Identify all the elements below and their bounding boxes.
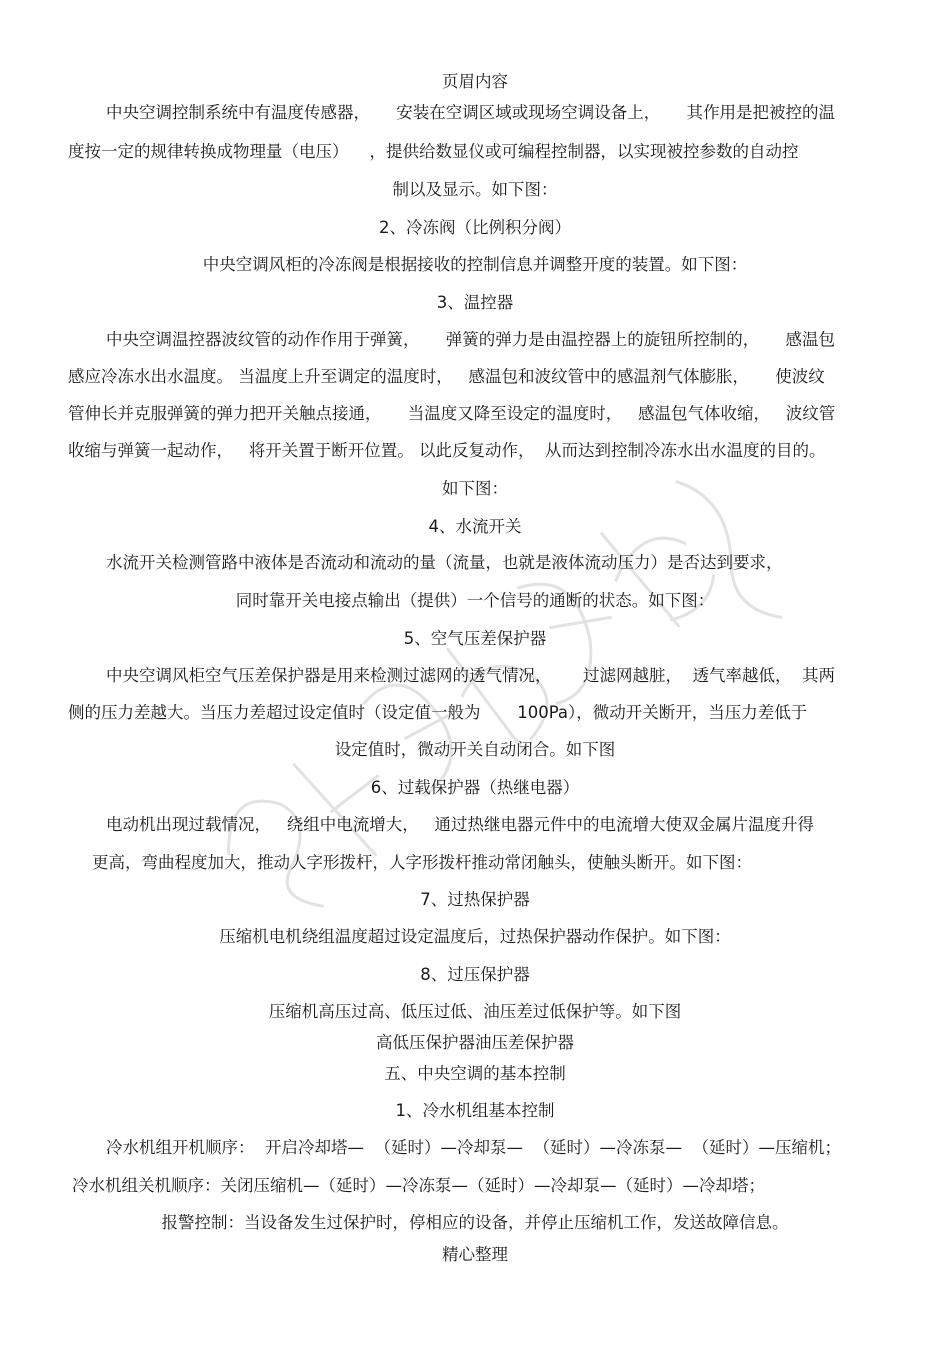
text-line: 如下图： — [442, 479, 508, 498]
text-line: 压缩机电机绕组温度超过设定温度后，过热保护器动作保护。如下图： — [219, 927, 731, 946]
page-footer: 精心整理 — [442, 1245, 508, 1264]
section-heading: 2、冷冻阀（比例积分阀） — [379, 218, 571, 237]
section-heading: 五、中央空调的基本控制 — [384, 1064, 566, 1083]
section-heading: 7、过热保护器 — [420, 890, 530, 909]
text-line: 报警控制：当设备发生过保护时，停相应的设备，并停止压缩机工作，发送故障信息。 — [161, 1213, 789, 1232]
text-line: 感应冷冻水出水温度。 当温度上升至调定的温度时， 感温包和波纹管中的感温剂气体膨胀， 使波纹 — [68, 367, 825, 386]
text-line: 压缩机高压过高、低压过低、油压差过低保护等。如下图 — [268, 1002, 682, 1021]
text-line: 设定值时，微动开关自动闭合。如下图 — [334, 740, 616, 759]
text-line: 冷水机组开机顺序： 开启冷却塔— （延时）—冷却泵— （延时）—冷冻泵— （延时）—压缩机； — [106, 1138, 841, 1157]
page-header: 页眉内容 — [442, 72, 508, 91]
section-heading: 6、过载保护器（热继电器） — [370, 778, 580, 797]
text-line: 管伸长并克服弹簧的弹力把开关触点接通， 当温度又降至设定的温度时， 感温包气体收缩， 波纹管 — [68, 404, 836, 423]
text-line: 中央空调风柜空气压差保护器是用来检测过滤网的透气情况， 过滤网越脏， 透气率越低， 其两 — [106, 666, 835, 685]
section-heading: 5、空气压差保护器 — [403, 629, 547, 648]
text-line: 中央空调控制系统中有温度传感器， 安装在空调区域或现场空调设备上， 其作用是把被控的温 — [106, 103, 835, 122]
section-heading: 1、冷水机组基本控制 — [395, 1101, 555, 1120]
text-line: 更高，弯曲程度加大，推动人字形拨杆，人字形拨杆推动常闭触头，使触头断开。如下图： — [92, 853, 752, 872]
text-line: 制以及显示。如下图： — [392, 180, 558, 199]
text-line: 电动机出现过载情况， 绕组中电流增大， 通过热继电器元件中的电流增大使双金属片温度升得 — [106, 815, 814, 834]
text-line: 冷水机组关机顺序：关闭压缩机—（延时）—冷冻泵—（延时）—冷却泵—（延时）—冷却塔； — [72, 1176, 765, 1195]
text-line: 水流开关检测管路中液体是否流动和流动的量（流量，也就是液体流动压力）是否达到要求， — [106, 553, 783, 572]
text-line: 收缩与弹簧一起动作， 将开关置于断开位置。 以此反复动作， 从而达到控制冷冻水出水温度的目的。 — [68, 441, 826, 460]
section-heading: 8、过压保护器 — [420, 965, 530, 984]
text-line: 度按一定的规律转换成物理量（电压） ，提供给数显仪或可编程控制器，以实现被控参数的自动控 — [68, 142, 799, 161]
text-line: 中央空调温控器波纹管的动作作用于弹簧， 弹簧的弹力是由温控器上的旋钮所控制的， 感温包 — [106, 330, 835, 349]
section-heading: 3、温控器 — [436, 293, 514, 312]
text-line: 侧的压力差越大。当压力差超过设定值时（设定值一般为 100Pa），微动开关断开，当压力差低于 — [68, 703, 808, 722]
text-line: 同时靠开关电接点输出（提供）一个信号的通断的状态。如下图： — [235, 591, 715, 610]
section-heading: 4、水流开关 — [428, 517, 522, 536]
text-line: 中央空调风柜的冷冻阀是根据接收的控制信息并调整开度的装置。如下图： — [202, 255, 748, 274]
text-line: 高低压保护器油压差保护器 — [376, 1033, 574, 1052]
